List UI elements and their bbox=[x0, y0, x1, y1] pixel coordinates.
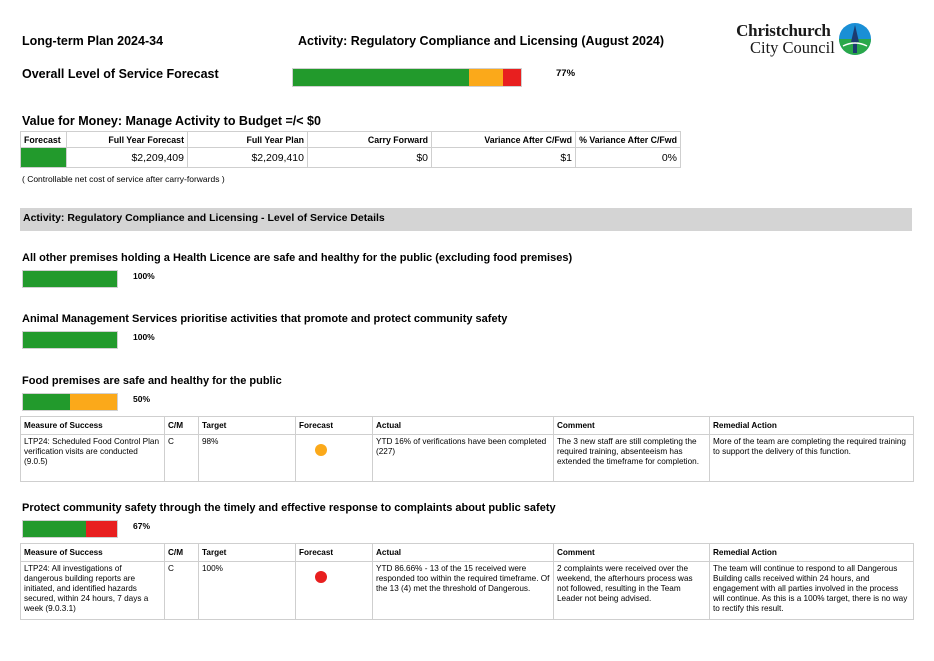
bar-segment-red bbox=[503, 69, 521, 86]
los-title: Animal Management Services prioritise activities that promote and protect community safety bbox=[22, 313, 508, 325]
council-logo bbox=[732, 22, 877, 58]
col-header: Remedial Action bbox=[710, 417, 914, 435]
logo-line2: City Council bbox=[750, 38, 835, 57]
target-cell: 100% bbox=[199, 562, 296, 620]
food-measure-table bbox=[20, 416, 914, 482]
col-header: C/M bbox=[165, 417, 199, 435]
vfm-data-row bbox=[21, 148, 681, 168]
forecast-cell bbox=[296, 562, 373, 620]
col-header: Forecast bbox=[296, 544, 373, 562]
remedial-cell: More of the team are completing the required training to support the delivery of this function. bbox=[710, 435, 914, 482]
los-percent: 100% bbox=[133, 271, 155, 281]
bar-segment-green bbox=[23, 332, 117, 348]
forecast-status-dot bbox=[315, 571, 327, 583]
bar-segment-amber bbox=[70, 394, 117, 410]
measure-cell: LTP24: All investigations of dangerous building reports are initiated, and identified hazards secured, within 24 hours, 7 days a week (9.0.3.1) bbox=[21, 562, 165, 620]
overall-percent: 77% bbox=[556, 68, 576, 79]
los-bar bbox=[22, 520, 118, 538]
measure-row bbox=[21, 562, 914, 620]
forecast-status-dot bbox=[315, 444, 327, 456]
vfm-full-year-forecast: $2,209,409 bbox=[67, 148, 188, 168]
vfm-header-row bbox=[21, 132, 681, 148]
comment-cell: 2 complaints were received over the weekend, the afterhours process was not followed, resulting in the Team Leader not being advised. bbox=[554, 562, 710, 620]
bar-segment-green bbox=[293, 69, 469, 86]
bar-segment-amber bbox=[469, 69, 503, 86]
vfm-title: Value for Money: Manage Activity to Budget =/< $0 bbox=[22, 114, 321, 128]
los-bar bbox=[22, 270, 118, 288]
col-header: Target bbox=[199, 544, 296, 562]
col-header: Comment bbox=[554, 417, 710, 435]
actual-cell: YTD 86.66% - 13 of the 15 received were responded too within the required timeframe. Of the 13 (4) met the threshold of Dangerous. bbox=[373, 562, 554, 620]
los-title: Protect community safety through the timely and effective response to complaints about public safety bbox=[22, 502, 556, 514]
cm-cell: C bbox=[165, 435, 199, 482]
remedial-cell: The team will continue to respond to all Dangerous Building calls received within 24 hours, and engagement with all parties involved in the process will continue. As this is a 100% target, there is no way to rectify this result. bbox=[710, 562, 914, 620]
bar-segment-green bbox=[23, 271, 117, 287]
vfm-header: Forecast bbox=[21, 132, 67, 148]
los-percent: 100% bbox=[133, 332, 155, 342]
vfm-header: Variance After C/Fwd bbox=[432, 132, 576, 148]
vfm-forecast-status bbox=[21, 148, 67, 168]
bar-segment-green bbox=[23, 521, 86, 537]
bar-segment-red bbox=[86, 521, 117, 537]
col-header: Target bbox=[199, 417, 296, 435]
comment-cell: The 3 new staff are still completing the required training, absenteeism has extended the timeframe for completion. bbox=[554, 435, 710, 482]
los-section-header: Activity: Regulatory Compliance and Licensing - Level of Service Details bbox=[20, 208, 912, 231]
vfm-pct-variance: 0% bbox=[576, 148, 681, 168]
activity-title: Activity: Regulatory Compliance and Licensing (August 2024) bbox=[298, 34, 665, 48]
measure-header-row bbox=[21, 544, 914, 562]
vfm-header: Full Year Plan bbox=[188, 132, 308, 148]
vfm-carry-forward: $0 bbox=[308, 148, 432, 168]
col-header: Remedial Action bbox=[710, 544, 914, 562]
logo-line1: Christchurch bbox=[736, 21, 831, 40]
vfm-variance: $1 bbox=[432, 148, 576, 168]
col-header: Actual bbox=[373, 544, 554, 562]
los-title: All other premises holding a Health Licence are safe and healthy for the public (excluding food premises) bbox=[22, 252, 573, 264]
measure-row bbox=[21, 435, 914, 482]
plan-title: Long-term Plan 2024-34 bbox=[22, 34, 164, 48]
target-cell: 98% bbox=[199, 435, 296, 482]
col-header: Measure of Success bbox=[21, 417, 165, 435]
overall-forecast-bar bbox=[292, 68, 522, 87]
measure-cell: LTP24: Scheduled Food Control Plan verification visits are conducted (9.0.5) bbox=[21, 435, 165, 482]
col-header: C/M bbox=[165, 544, 199, 562]
col-header: Forecast bbox=[296, 417, 373, 435]
vfm-header: Full Year Forecast bbox=[67, 132, 188, 148]
cathedral-logo-icon bbox=[837, 22, 873, 56]
los-title: Food premises are safe and healthy for the public bbox=[22, 375, 282, 387]
vfm-note: ( Controllable net cost of service after carry-forwards ) bbox=[22, 174, 225, 184]
measure-header-row bbox=[21, 417, 914, 435]
col-header: Comment bbox=[554, 544, 710, 562]
col-header: Actual bbox=[373, 417, 554, 435]
los-percent: 67% bbox=[133, 521, 151, 531]
los-bar bbox=[22, 393, 118, 411]
los-percent: 50% bbox=[133, 394, 151, 404]
vfm-header: Carry Forward bbox=[308, 132, 432, 148]
safety-measure-table bbox=[20, 543, 914, 620]
los-bar bbox=[22, 331, 118, 349]
overall-label: Overall Level of Service Forecast bbox=[22, 67, 219, 81]
actual-cell: YTD 16% of verifications have been completed (227) bbox=[373, 435, 554, 482]
vfm-full-year-plan: $2,209,410 bbox=[188, 148, 308, 168]
forecast-cell bbox=[296, 435, 373, 482]
col-header: Measure of Success bbox=[21, 544, 165, 562]
cm-cell: C bbox=[165, 562, 199, 620]
bar-segment-green bbox=[23, 394, 70, 410]
vfm-table bbox=[20, 131, 681, 168]
vfm-header: % Variance After C/Fwd bbox=[576, 132, 681, 148]
